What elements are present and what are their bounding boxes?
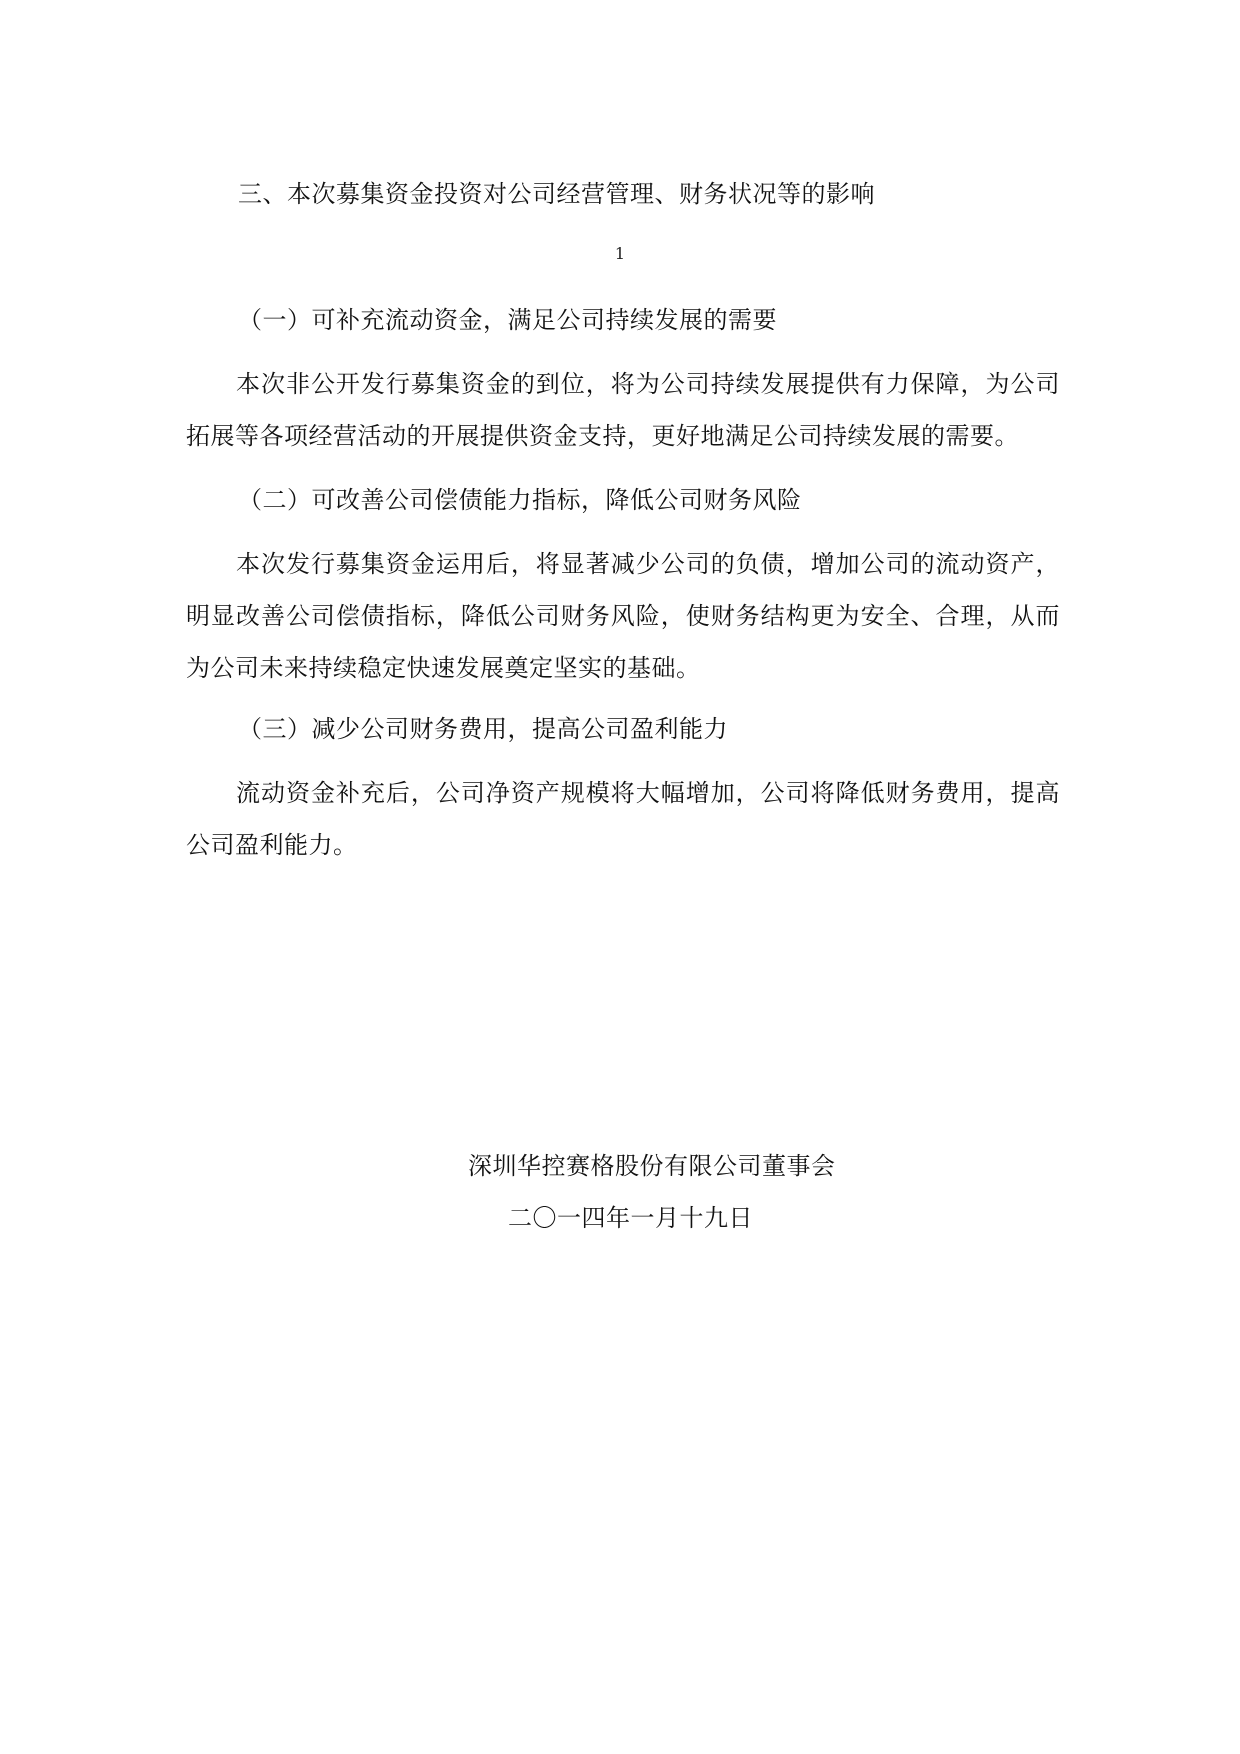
subsection-body-2: 本次发行募集资金运用后，将显著减少公司的负债，增加公司的流动资产，明显改善公司偿债指标，降低公司财务风险，使财务结构更为安全、合理，从而为公司未来持续稳定快速发展奠定坚实的基础。	[186, 550, 1060, 682]
subsection-body-1: 本次非公开发行募集资金的到位，将为公司持续发展提供有力保障，为公司拓展等各项经营活动的开展提供资金支持，更好地满足公司持续发展的需要。	[186, 370, 1060, 450]
subsection-heading-2: （二）可改善公司偿债能力指标，降低公司财务风险	[238, 486, 802, 514]
section-heading: 三、本次募集资金投资对公司经营管理、财务状况等的影响	[238, 180, 875, 208]
signature-date: 二〇一四年一月十九日	[508, 1204, 753, 1232]
signature-company: 深圳华控赛格股份有限公司董事会	[468, 1152, 836, 1180]
subsection-heading-3: （三）减少公司财务费用，提高公司盈利能力	[238, 715, 728, 743]
subsection-body-3: 流动资金补充后，公司净资产规模将大幅增加，公司将降低财务费用，提高公司盈利能力。	[186, 779, 1060, 859]
page-number: 1	[614, 244, 626, 263]
subsection-heading-1: （一）可补充流动资金，满足公司持续发展的需要	[238, 306, 777, 334]
